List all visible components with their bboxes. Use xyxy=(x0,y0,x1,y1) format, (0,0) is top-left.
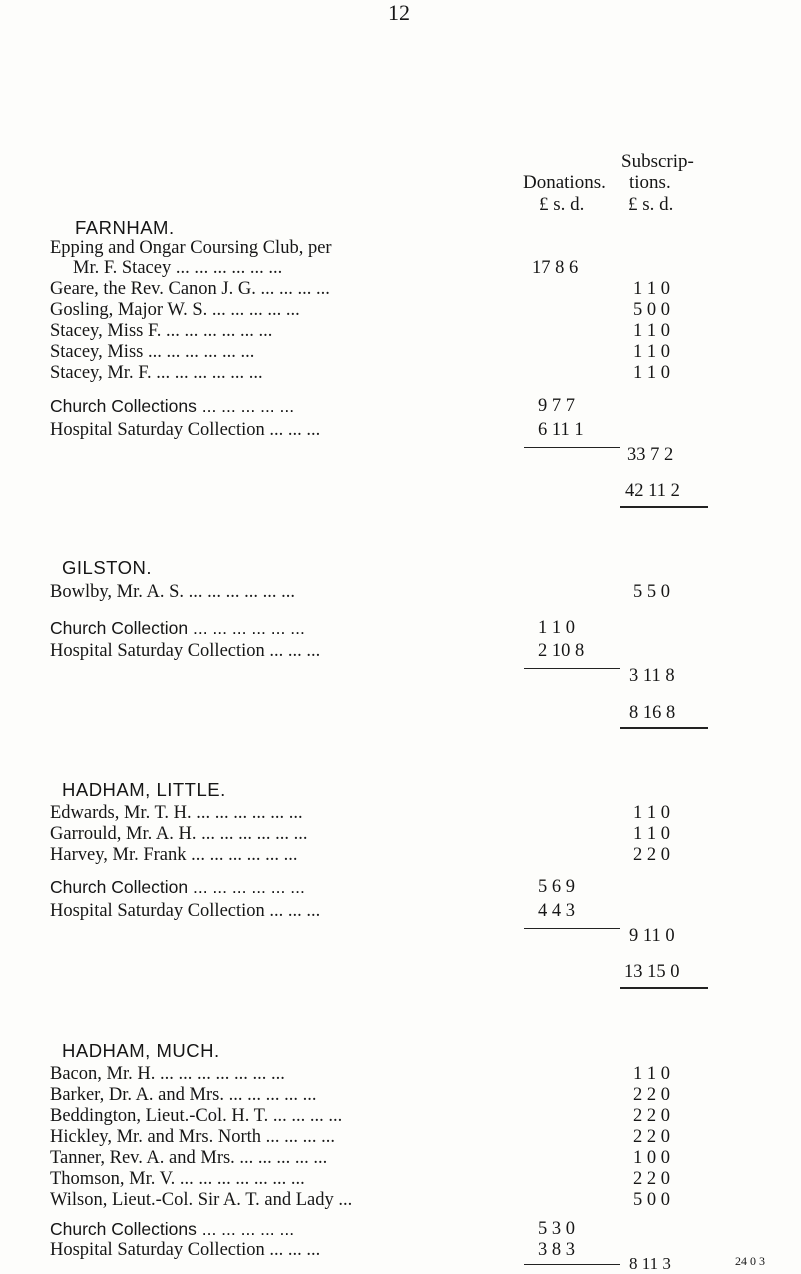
section-total: 24 0 3 xyxy=(735,1254,765,1268)
section-title-hadham-little: HADHAM, LITTLE. xyxy=(62,779,226,800)
entry-label: Thomson, Mr. V. ... ... ... ... ... ... ... xyxy=(50,1169,305,1189)
church-collection-value: 1 1 0 xyxy=(538,618,575,638)
church-collection-label: Church Collections ... ... ... ... ... xyxy=(50,396,295,416)
subscription-value: 2 2 0 xyxy=(633,1106,670,1126)
subscription-value: 2 2 0 xyxy=(633,1169,670,1189)
church-collection-label: Church Collection ... ... ... ... ... ... xyxy=(50,618,305,638)
entry-label: Stacey, Miss F. ... ... ... ... ... ... xyxy=(50,321,273,341)
subscription-value: 5 5 0 xyxy=(633,582,670,602)
entry-label: Hickley, Mr. and Mrs. North ... ... ... ... xyxy=(50,1127,336,1147)
subtotal-value: 8 11 3 xyxy=(629,1254,671,1273)
subscriptions-header-line1: Subscrip- xyxy=(621,151,694,172)
entry-label: Wilson, Lieut.-Col. Sir A. T. and Lady ... xyxy=(50,1190,353,1210)
subscription-value: 2 2 0 xyxy=(633,845,670,865)
subscription-value: 1 1 0 xyxy=(633,803,670,823)
subscription-value: 2 2 0 xyxy=(633,1085,670,1105)
subtotal-value: 3 11 8 xyxy=(629,666,675,686)
subscriptions-units: £ s. d. xyxy=(628,194,674,215)
total-rule xyxy=(620,987,708,989)
subscription-value: 1 1 0 xyxy=(633,279,670,299)
donations-header: Donations. xyxy=(523,172,606,193)
entry-label: Garrould, Mr. A. H. ... ... ... ... ... ... xyxy=(50,824,308,844)
church-collection-label: Church Collections ... ... ... ... ... xyxy=(50,1219,295,1239)
entry-label: Harvey, Mr. Frank ... ... ... ... ... ... xyxy=(50,845,298,865)
subscription-value: 1 1 0 xyxy=(633,363,670,383)
total-rule xyxy=(620,506,708,508)
subtotal-rule xyxy=(524,1264,620,1265)
subtotal-rule xyxy=(524,668,620,669)
subscription-value: 1 1 0 xyxy=(633,321,670,341)
donations-units: £ s. d. xyxy=(539,194,585,215)
hospital-collection-label: Hospital Saturday Collection ... ... ... xyxy=(50,420,321,440)
section-total: 42 11 2 xyxy=(625,481,680,501)
church-collection-value: 5 6 9 xyxy=(538,877,575,897)
entry-label: Barker, Dr. A. and Mrs. ... ... ... ... ... xyxy=(50,1085,317,1105)
church-collection-value: 9 7 7 xyxy=(538,396,575,416)
hospital-collection-label: Hospital Saturday Collection ... ... ... xyxy=(50,641,321,661)
entry-label: Tanner, Rev. A. and Mrs. ... ... ... ... ... xyxy=(50,1148,328,1168)
subscription-value: 1 1 0 xyxy=(633,342,670,362)
church-collection-value: 5 3 0 xyxy=(538,1219,575,1239)
hospital-collection-label: Hospital Saturday Collection ... ... ... xyxy=(50,901,321,921)
hospital-collection-value: 4 4 3 xyxy=(538,901,575,921)
subscription-value: 2 2 0 xyxy=(633,1127,670,1147)
hospital-collection-value: 6 11 1 xyxy=(538,420,584,440)
entry-label-cont: Mr. F. Stacey ... ... ... ... ... ... xyxy=(73,258,283,278)
section-title-gilston: GILSTON. xyxy=(62,557,153,578)
entry-label: Edwards, Mr. T. H. ... ... ... ... ... ... xyxy=(50,803,303,823)
subscriptions-header-line2: tions. xyxy=(629,172,671,193)
entry-label: Gosling, Major W. S. ... ... ... ... ... xyxy=(50,300,300,320)
entry-label: Epping and Ongar Coursing Club, per xyxy=(50,238,332,258)
section-total: 13 15 0 xyxy=(624,962,680,982)
entry-label: Bowlby, Mr. A. S. ... ... ... ... ... ... xyxy=(50,582,295,602)
church-collection-label: Church Collection ... ... ... ... ... ... xyxy=(50,877,305,897)
total-rule xyxy=(620,727,708,729)
section-total: 8 16 8 xyxy=(629,703,676,723)
entry-label: Stacey, Mr. F. ... ... ... ... ... ... xyxy=(50,363,263,383)
subtotal-rule xyxy=(524,447,620,448)
hospital-collection-value: 3 8 3 xyxy=(538,1240,575,1260)
subtotal-value: 33 7 2 xyxy=(627,445,674,465)
subscription-value: 1 0 0 xyxy=(633,1148,670,1168)
section-title-hadham-much: HADHAM, MUCH. xyxy=(62,1040,220,1061)
entry-label: Geare, the Rev. Canon J. G. ... ... ... ... xyxy=(50,279,330,299)
hospital-collection-value: 2 10 8 xyxy=(538,641,585,661)
entry-label: Beddington, Lieut.-Col. H. T. ... ... ... ... xyxy=(50,1106,343,1126)
page-number: 12 xyxy=(388,0,410,25)
section-title-farnham: FARNHAM. xyxy=(75,217,175,238)
subscription-value: 5 0 0 xyxy=(633,300,670,320)
hospital-collection-label: Hospital Saturday Collection ... ... ... xyxy=(50,1240,321,1260)
subscription-value: 5 0 0 xyxy=(633,1190,670,1210)
donation-value: 17 8 6 xyxy=(532,258,579,278)
subscription-value: 1 1 0 xyxy=(633,1064,670,1084)
entry-label: Stacey, Miss ... ... ... ... ... ... xyxy=(50,342,255,362)
entry-label: Bacon, Mr. H. ... ... ... ... ... ... ... xyxy=(50,1064,285,1084)
subtotal-value: 9 11 0 xyxy=(629,926,675,946)
subscription-value: 1 1 0 xyxy=(633,824,670,844)
subtotal-rule xyxy=(524,928,620,929)
